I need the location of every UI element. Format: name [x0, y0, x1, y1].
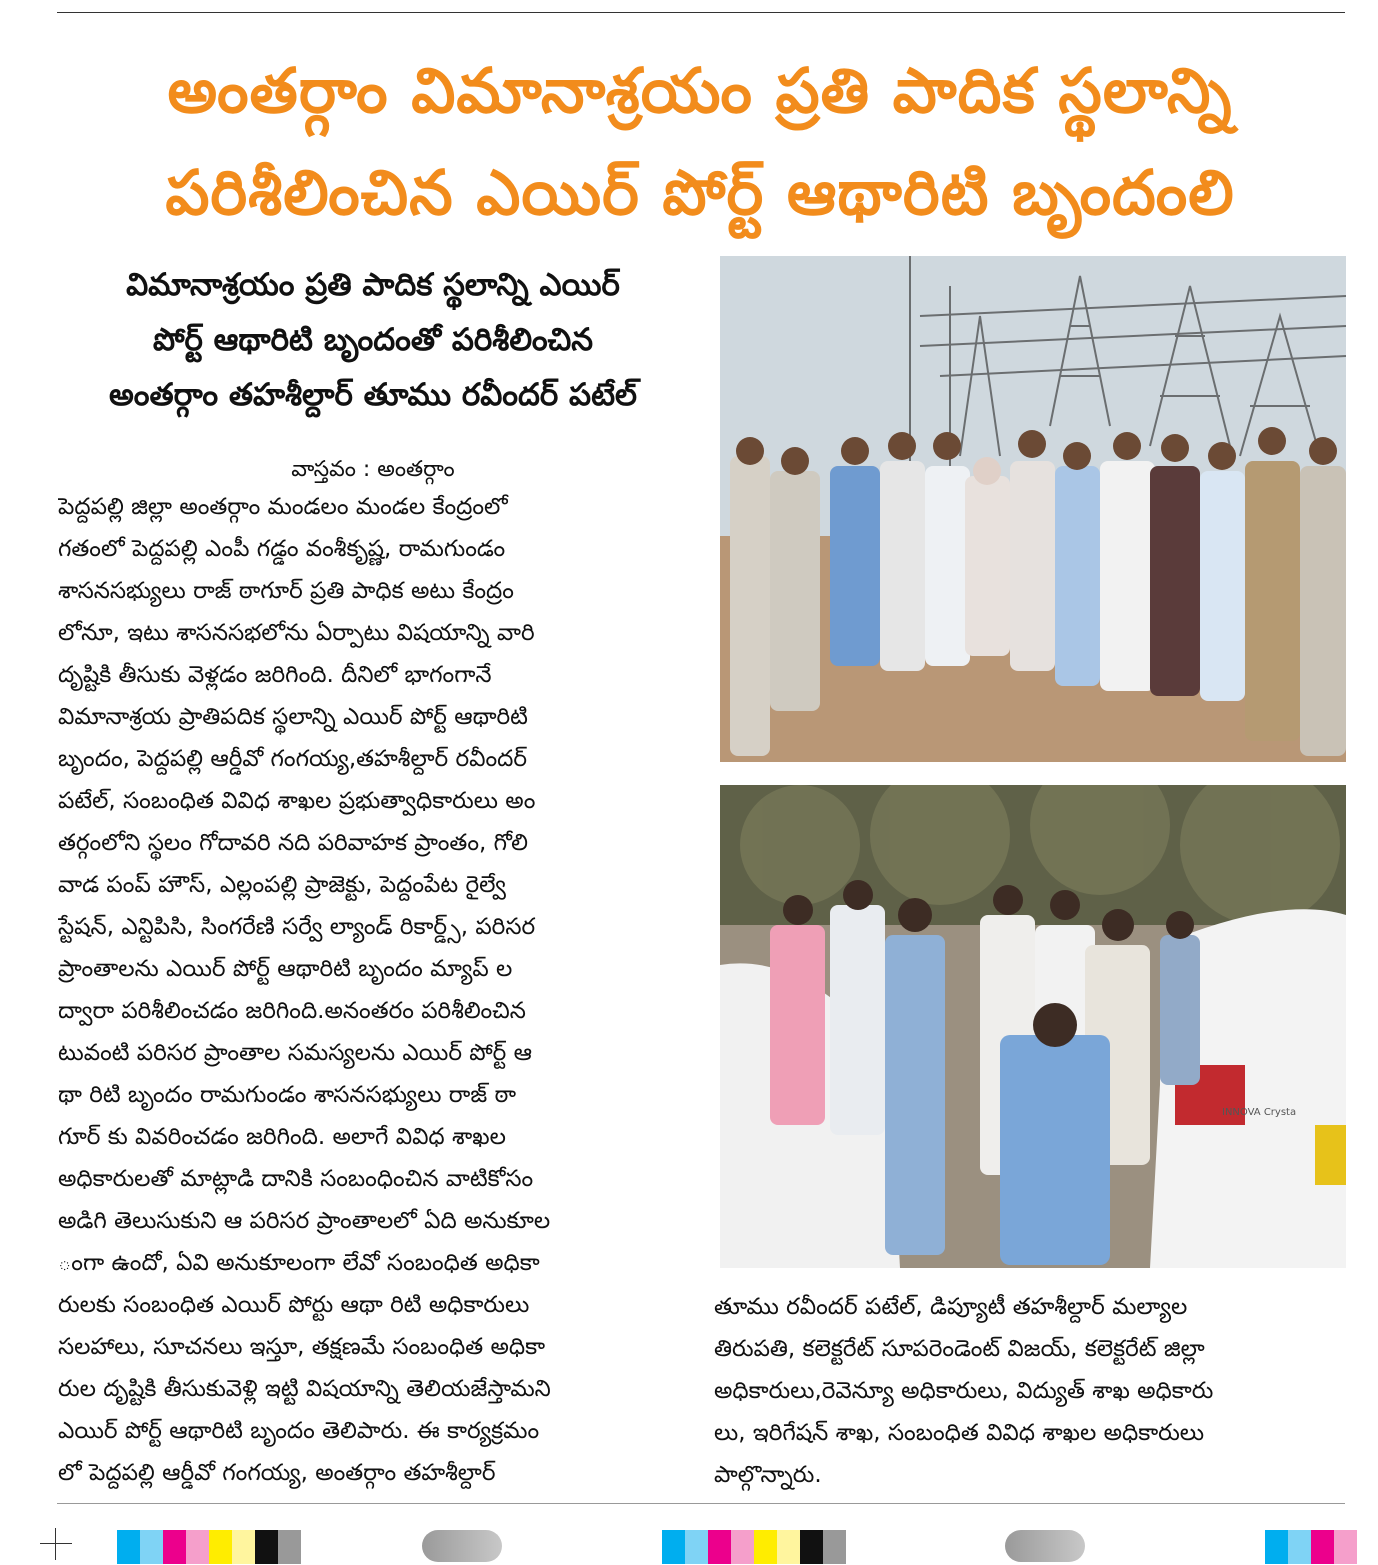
- body-line: థా రిటి బృందం రామగుండం శాసనసభ్యులు రాజ్ ఠా: [58, 1082, 517, 1108]
- body-line: తర్గంలోని స్థలం గోదావరి నది పరివాహక ప్రాంతం, గోలి: [58, 830, 528, 856]
- body-line: వాడ పంప్ హౌస్, ఎల్లంపల్లి ప్రాజెక్టు, పెద్దంపేట రైల్వే: [58, 872, 506, 898]
- print-color-swatch: [1265, 1530, 1288, 1564]
- body-line: ంగా ఉందో, ఏవి అనుకూలంగా లేవో సంబంధిత అధికా: [58, 1250, 540, 1276]
- subhead-line: విమానాశ్రయం ప్రతి పాదిక స్థలాన్ని ఎయిర్: [126, 267, 620, 303]
- print-colorbar-right: [1265, 1530, 1357, 1564]
- body-line: అడిగి తెలుసుకుని ఆ పరిసర ప్రాంతాలలో ఏది అనుకూల: [58, 1208, 551, 1234]
- print-color-swatch: [209, 1530, 232, 1564]
- body-line: లోనూ, ఇటు శాసనసభలోను ఏర్పాటు విషయాన్ని వారి: [58, 620, 535, 646]
- print-color-swatch: [278, 1530, 301, 1564]
- registration-mark-icon: [40, 1528, 72, 1560]
- body-line: గూర్ కు వివరించడం జరిగింది. అలాగే వివిధ శాఖల: [58, 1124, 506, 1150]
- print-color-swatch: [754, 1530, 777, 1564]
- body-line: టువంటి పరిసర ప్రాంతాల సమస్యలను ఎయిర్ పోర్ట్ ఆ: [58, 1040, 532, 1066]
- print-color-swatch: [232, 1530, 255, 1564]
- print-color-swatch: [823, 1530, 846, 1564]
- body-line: శాసనసభ్యులు రాజ్ ఠాగూర్ ప్రతి పాధిక అటు కేంద్రం: [58, 578, 514, 604]
- body-line: పెద్దపల్లి జిల్లా అంతర్గాం మండలం మండల కేంద్రంలో: [58, 494, 508, 520]
- continuation-line: పాల్గొన్నారు.: [714, 1462, 822, 1488]
- body-line: అధికారులతో మాట్లాడి దానికి సంబంధించిన వాటికోసం: [58, 1166, 534, 1192]
- body-line: రుల దృష్టికి తీసుకువెళ్లి ఇట్టి విషయాన్ని తెలియజేస్తామని: [58, 1376, 551, 1402]
- print-color-swatch: [1288, 1530, 1311, 1564]
- body-line: బృందం, పెద్దపల్లి ఆర్డీవో గంగయ్య,తహశీల్దార్ రవీందర్: [58, 746, 528, 772]
- photo-substation-group: [720, 256, 1346, 762]
- subheadline: [58, 258, 688, 423]
- body-line: సలహాలు, సూచనలు ఇస్తూ, తక్షణమే సంబంధిత అధికా: [58, 1334, 546, 1360]
- bottom-rule: [57, 1503, 1345, 1504]
- subhead-line: పోర్ట్ ఆథారిటి బృందంతో పరిశీలించిన: [152, 322, 594, 358]
- subhead-line: అంతర్గాం తహశీల్దార్ తూము రవీందర్ పటేల్: [108, 377, 637, 413]
- print-gray-pill-right: [1005, 1530, 1085, 1562]
- vehicle-badge-text: INNOVA Crysta: [1222, 1107, 1297, 1118]
- headline: [40, 40, 1360, 244]
- body-line: స్టేషన్, ఎన్టిపిసి, సింగరేణి సర్వే ల్యాండ్ రికార్డ్స్, పరిసర: [58, 914, 536, 940]
- headline-line-1: అంతర్గాం విమానాశ్రయం ప్రతి పాదిక స్థలాన్ని: [167, 54, 1233, 127]
- article-continuation: [714, 1286, 1346, 1496]
- print-color-swatch: [1311, 1530, 1334, 1564]
- article-body: [58, 486, 686, 1494]
- body-line: రులకు సంబంధిత ఎయిర్ పోర్టు ఆథా రిటి అధికారులు: [58, 1292, 530, 1318]
- print-color-swatch: [800, 1530, 823, 1564]
- body-line: ప్రాంతాలను ఎయిర్ పోర్ట్ ఆథారిటి బృందం మ్యాప్ ల: [58, 956, 513, 982]
- print-colorbar-center: [662, 1530, 846, 1564]
- photo-vehicles-illustration: [720, 785, 1346, 1268]
- print-colorbar-left: [117, 1530, 301, 1564]
- print-color-swatch: [731, 1530, 754, 1564]
- continuation-line: అధికారులు,రెవెన్యూ అధికారులు, విద్యుత్ శాఖ అధికారు: [714, 1378, 1214, 1404]
- body-line: దృష్టికి తీసుకు వెళ్లడం జరిగింది. దీనిలో భాగంగానే: [58, 662, 492, 688]
- print-color-swatch: [163, 1530, 186, 1564]
- print-color-swatch: [186, 1530, 209, 1564]
- print-color-swatch: [685, 1530, 708, 1564]
- body-line: గతంలో పెద్దపల్లి ఎంపీ గడ్డం వంశీకృష్ణ, రామగుండం: [58, 536, 506, 562]
- body-line: ఎయిర్ పోర్ట్ ఆథారిటి బృందం తెలిపారు. ఈ కార్యక్రమం: [58, 1418, 540, 1444]
- continuation-line: లు, ఇరిగేషన్ శాఖ, సంబంధిత వివిధ శాఖల అధికారులు: [714, 1420, 1205, 1446]
- continuation-line: తూము రవీందర్ పటేల్, డిప్యూటీ తహశీల్దార్ మల్యాల: [714, 1294, 1188, 1320]
- print-gray-pill-left: [422, 1530, 502, 1562]
- print-color-swatch: [708, 1530, 731, 1564]
- photo-officials-vehicles: [720, 785, 1346, 1268]
- print-color-swatch: [777, 1530, 800, 1564]
- dateline: వాస్తవం : అంతర్గాం: [291, 457, 455, 482]
- print-color-swatch: [1334, 1530, 1357, 1564]
- body-line: లో పెద్దపల్లి ఆర్డీవో గంగయ్య, అంతర్గాం తహశీల్దార్: [58, 1460, 496, 1486]
- print-color-swatch: [117, 1530, 140, 1564]
- continuation-line: తిరుపతి, కలెక్టరేట్ సూపరెండెంట్ విజయ్, కలెక్టరేట్ జిల్లా: [714, 1336, 1205, 1362]
- body-line: విమానాశ్రయ ప్రాతిపదిక స్థలాన్ని ఎయిర్ పోర్ట్ ఆథారిటి: [58, 704, 528, 730]
- print-color-swatch: [662, 1530, 685, 1564]
- photo-substation-illustration: [720, 256, 1346, 762]
- top-rule: [57, 12, 1345, 13]
- print-color-swatch: [140, 1530, 163, 1564]
- print-color-swatch: [255, 1530, 278, 1564]
- body-line: పటేల్, సంబంధిత వివిధ శాఖల ప్రభుత్వాధికారులు అం: [58, 788, 536, 814]
- headline-line-2: పరిశీలించిన ఎయిర్ పోర్ట్ ఆథారిటి బృందంలి: [165, 156, 1235, 229]
- body-line: ద్వారా పరిశీలించడం జరిగింది.అనంతరం పరిశీలించిన: [58, 998, 526, 1024]
